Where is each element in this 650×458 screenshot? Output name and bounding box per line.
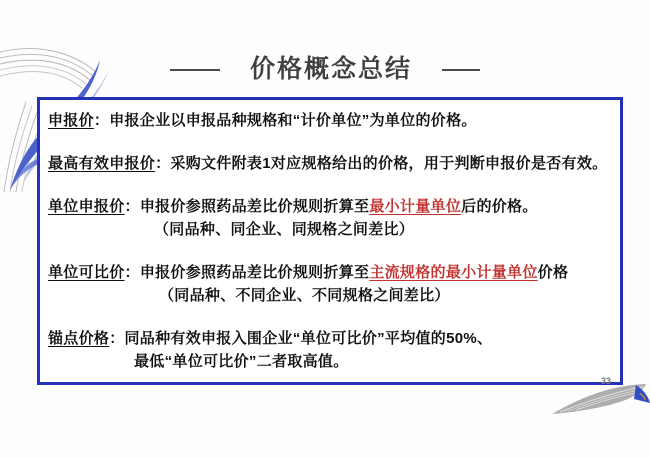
definition-max-valid-declared-price	[48, 152, 612, 175]
definition-highlight: 主流规格的最小计量单位	[369, 264, 538, 281]
definition-text: ：同品种有效申报入围企业“单位可比价”平均值的50%、	[109, 330, 493, 347]
definition-text: ：申报价参照药品差比价规则折算至	[124, 198, 370, 215]
definition-anchor-price	[48, 327, 612, 373]
definition-unit-declared-price	[48, 195, 612, 241]
title-row	[0, 56, 650, 84]
definition-text-line2: 最低“单位可比价”二者取高值。	[134, 353, 349, 370]
definitions-box	[37, 97, 623, 385]
title-right-dash	[442, 69, 480, 71]
definition-text: ：采购文件附表1对应规格给出的价格，用于判断申报价是否有效。	[155, 155, 608, 172]
title-left-dash	[170, 69, 220, 71]
definition-text: 后的价格。	[461, 198, 538, 215]
definition-text: 价格	[537, 264, 569, 281]
decorative-fan-bottom-right	[548, 381, 650, 419]
definition-term: 锚点价格	[48, 330, 110, 347]
definition-highlight: 最小计量单位	[369, 198, 462, 215]
definition-term: 最高有效申报价	[48, 155, 156, 172]
slide-title: 价格概念总结	[249, 55, 412, 83]
definition-note: （同品种、同企业、同规格之间差比）	[154, 221, 415, 238]
definition-text: ：申报企业以申报品种规格和“计价单位”为单位的价格。	[93, 112, 477, 129]
definition-term: 申报价	[48, 112, 94, 129]
page-number: 33	[601, 376, 612, 386]
definition-unit-comparable-price	[48, 261, 612, 307]
definition-text: ：申报价参照药品差比价规则折算至	[124, 264, 370, 281]
definition-term: 单位可比价	[48, 264, 125, 281]
definition-note: （同品种、不同企业、不同规格之间差比）	[159, 287, 450, 304]
definition-term: 单位申报价	[48, 198, 125, 215]
definition-declared-price	[48, 109, 612, 132]
